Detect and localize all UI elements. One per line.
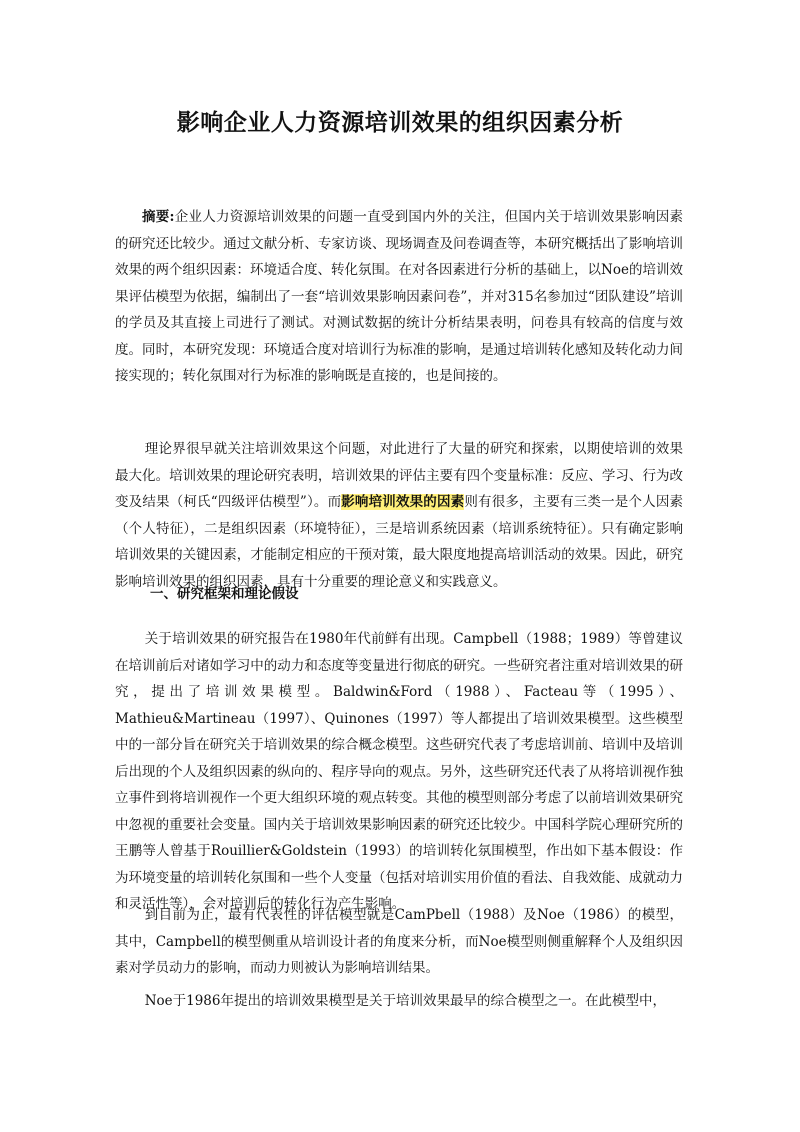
intro-text-after: 则有很多，主要有三类一是个人因素（个人特征），二是组织因素（环境特征），三是培训系统因素（培训系统特征）。只有确定影响培训效果的关键因素，才能制定相应的干预对策，最大限度地提高培训活动的效果。因此，研究影响培训效果的组织因素，具有十分重要的理论意义和实践意义。 <box>115 494 683 590</box>
intro-text-before: 理论界很早就关注培训效果这个问题，对此进行了大量的研究和探索，以期使培训的效果最大化。培训效果的理论研究表明，培训效果的评估主要有四个变量标准：反应、学习、行为改变及结果（柯氏“四级评估模型”）。而 <box>115 441 683 510</box>
abstract-text: 企业人力资源培训效果的问题一直受到国内外的关注，但国内关于培训效果影响因素的研究还比较少。通过文献分析、专家访谈、现场调查及问卷调查等，本研究概括出了影响培训效果的两个组织因素：环境适合度、转化氛围。在对各因素进行分析的基础上，以Noe的培训效果评估模型为依据，编制出了一套“培训效果影响因素问卷”，并对315名参加过“团队建设”培训的学员及其直接上司进行了测试。对测试数据的统计分析结果表明，问卷具有较高的信度与效度。同时，本研究发现：环境适合度对培训行为标准的影响，是通过培训转化感知及转化动力间接实现的；转化氛围对行为标准的影响既是直接的，也是间接的。 <box>115 209 684 384</box>
abstract-label: 摘要: <box>142 209 175 225</box>
abstract-paragraph <box>115 204 683 390</box>
body-paragraph-3: Noe于1986年提出的培训效果模型是关于培训效果最早的综合模型之一。在此模型中， <box>144 993 666 1009</box>
intro-paragraph <box>115 436 683 595</box>
body-paragraph-2: 到目前为止，最有代表性的评估模型就是CamPbell（1988）及Noe（1986）的模型，其中，Campbell的模型侧重从培训设计者的角度来分析，而Noe模型则侧重解释个人及组织因素对学员动力的影响，而动力则被认为影响培训结果。 <box>115 907 683 976</box>
body-paragraph-1: 关于培训效果的研究报告在1980年代前鲜有出现。Campbell（1988；1989）等曾建议在培训前后对诸如学习中的动力和态度等变量进行彻底的研究。一些研究者注重对培训效果的研究，提出了培训效果模型。Baldwin&Ford（1988）、Facteau等（1995）、Mathieu&Martineau（1997）、Quinones（1997）等人都提出了培训效果模型。这些模型中的一部分旨在研究关于培训效果的综合概念模型。这些研究代表了考虑培训前、培训中及培训后出现的个人及组织因素的纵向的、程序导向的观点。另外，这些研究还代表了从将培训视作独立事件到将培训视作一个更大组织环境的观点转变。其他的模型则部分考虑了以前培训效果研究中忽视的重要社会变量。国内关于培训效果影响因素的研究还比较少。中国科学院心理研究所的王鹏等人曾基于Rouillier&Goldstein（1993）的培训转化氛围模型，作出如下基本假设：作为环境变量的培训转化氛围和一些个人变量（包括对培训实用价值的看法、自我效能、成就动力和灵活性等），会对培训后的转化行为产生影响。 <box>115 631 683 912</box>
section-heading: 一、研究框架和理论假设 <box>150 586 299 602</box>
highlighted-phrase: 影响培训效果的因素 <box>341 494 465 510</box>
document-title: 影响企业人力资源培训效果的组织因素分析 <box>176 109 624 136</box>
